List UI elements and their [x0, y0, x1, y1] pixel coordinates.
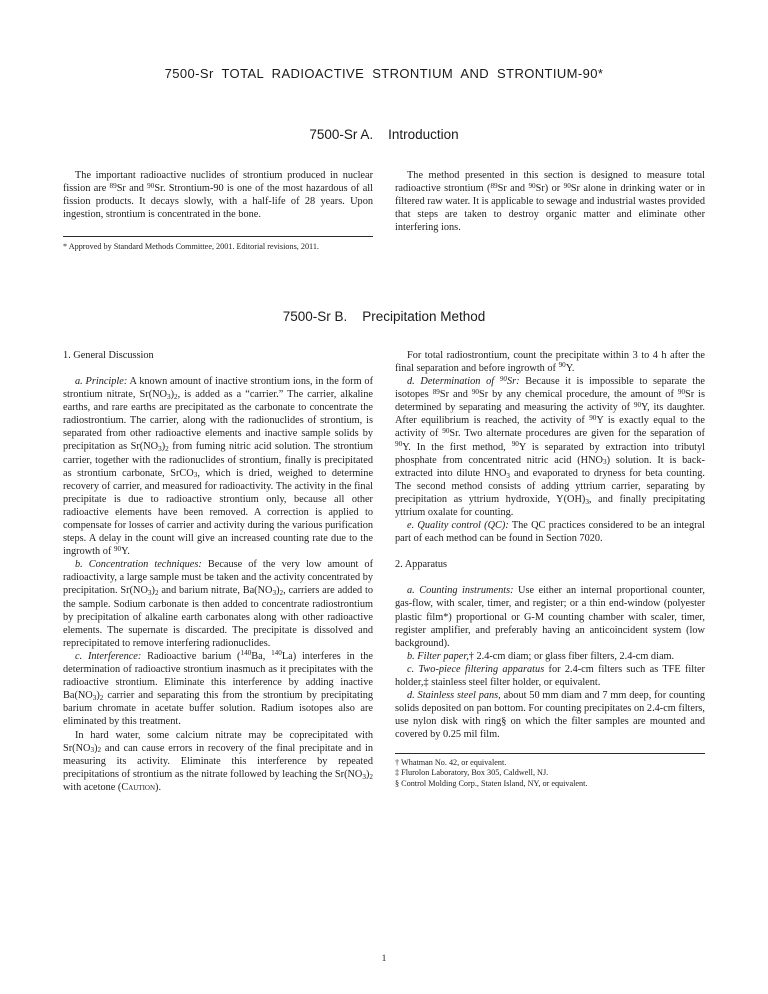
- section-a-label: 7500-Sr A.: [309, 127, 374, 142]
- section-b-heading: [0, 309, 768, 324]
- footnote-control-molding: § Control Molding Corp., Staten Island, NY, or equivalent.: [395, 778, 588, 788]
- footnote-whatman: † Whatman No. 42, or equivalent.: [395, 757, 507, 767]
- section-a-title: Introduction: [388, 127, 459, 142]
- intro-right-paragraph: The method presented in this section is designed to measure total radioactive strontium ($^{89}$Sr and $^{90}$Sr) or $^{90}$Sr alone in drinking water or in filtered raw water. It is applicable to sewage and industrial wastes provided that steps are taken to destroy organic matter and eliminate other interfering ions.: [395, 170, 705, 234]
- paragraph-concentration-techniques: b. Concentration techniques: Because of the very low amount of radioactivity, a large sample must be taken and the activity concentrated by precipitation. Sr(NO3)2 and barium nitrate, Ba(NO3)2, carriers are added to the sample. Sodium carbonate is then added to concentrate radiostrontium by precipitation of alkaline earth carbonates along with other radioactive elements. The supernate is discarded. The precipitate is dissolved and reprecipitated to remove interfering radionuclides.: [63, 559, 374, 649]
- approval-footnote: * Approved by Standard Methods Committee, 2001. Editorial revisions, 2011.: [63, 236, 373, 253]
- section-a-right-column: [395, 169, 705, 253]
- section-a-left-column: [63, 169, 373, 253]
- paragraph-filtering-apparatus: c. Two-piece filtering apparatus for 2.4-cm filters such as TFE filter holder,‡ stainless steel filter holder, or equivalent.: [395, 663, 705, 689]
- general-discussion-heading: 1. General Discussion: [63, 349, 154, 361]
- paragraph-interference: c. Interference: Radioactive barium ($^{140}$Ba, $^{140}$La) interferes in the determination of radioactive strontium inasmuch as it precipitates with the radioactive strontium. Eliminate this interference by adding inactive Ba(NO3)2 carrier and separating this from the strontium by precipitating barium chromate in acetate buffer solution. Radium isotopes also are eliminated by this treatment.: [63, 649, 373, 728]
- section-a-heading: [0, 127, 768, 142]
- section-b-left-column: [63, 349, 373, 794]
- section-b-right-column: [395, 349, 705, 794]
- footnote-flurolon: ‡ Flurolon Laboratory, Box 305, Caldwell, NJ.: [395, 768, 549, 777]
- paragraph-filter-paper: b. Filter paper,† 2.4-cm diam; or glass fiber filters, 2.4-cm diam.: [407, 650, 675, 662]
- intro-left-paragraph: The important radioactive nuclides of strontium produced in nuclear fission are $^{89}$Sr and $^{90}$Sr. Strontium-90 is one of the most hazardous of all fission products. It decays slowly, with a half-life of 28 years. Upon ingestion, strontium is concentrated in the bone.: [63, 170, 374, 221]
- paragraph-total-radiostrontium: For total radiostrontium, count the precipitate within 3 to 4 h after the final separation and before ingrowth of $^{90}$Y.: [395, 349, 705, 374]
- paragraph-determination-sr90: d. Determination of $^{90}$Sr: Because it is impossible to separate the isotopes $^{89}$Sr and $^{90}$Sr by any chemical procedure, the amount of $^{90}$Sr is determined by separating and measuring the activity of $^{90}$Y, its daughter. After equilibrium is reached, the activity of $^{90}$Y is exactly equal to the activity of $^{90}$Sr. Two alternate procedures are given for the separation of $^{90}$Y. In the first method, $^{90}$Y is separated by extraction into tributyl phosphate from concentrated nitric acid (HNO3) solution. It is back-extracted into dilute HNO3 and evaporated to dryness for beta counting. The second method consists of adding yttrium carrier, separating by precipitation as yttrium hydroxide, Y(OH)3, and finally precipitating yttrium oxalate for counting.: [395, 374, 706, 518]
- section-b-columns: [63, 349, 705, 794]
- section-b-title: Precipitation Method: [362, 308, 486, 324]
- paragraph-principle: a. Principle: A known amount of inactive strontium ions, in the form of strontium nitrate, Sr(NO3)2, is added as a “carrier.” The carrier, alkaline earths, and rare earths are precipitated as the carbonate to concentrate the radiostrontium. The carrier, along with the radionuclides of strontium, is separated from other radioactive elements and inactive sample solids by precipitation as Sr(NO3)2 from fuming nitric acid solution. The strontium carrier, together with the radionuclides of strontium, finally is precipitated as strontium carbonate, SrCO3, which is dried, weighed to determine recovery of carrier, and measured for radioactivity. The activity in the final precipitate is due to radioactive strontium only, because all other radioactive elements have been removed. A correction is applied to compensate for losses of carrier and activity during the various purification steps. A delay in the count will give an increased counting rate due to the ingrowth of $^{90}$Y.: [63, 375, 374, 558]
- paragraph-counting-instruments: a. Counting instruments: Use either an internal proportional counter, gas-flow, with scaler, timer, and register; or a thin end-window (polyester plastic film*) proportional or G-M counting chamber with scaler, timer, register amplifier, and preferably having an anticoincident system (low background).: [395, 585, 705, 649]
- reference-footnotes: [395, 753, 705, 790]
- section-a-columns: [63, 169, 705, 253]
- paragraph-quality-control: e. Quality control (QC): The QC practices considered to be an integral part of each method can be found in Section 7020.: [395, 520, 705, 545]
- paragraph-stainless-steel-pans: d. Stainless steel pans, about 50 mm diam and 7 mm deep, for counting solids deposited on pan bottom. For counting precipitates on 2.4-cm filters, use nylon disk with ring§ on which the filter samples are mounted and covered by 0.25 mil film.: [395, 690, 705, 741]
- document-title: 7500-Sr TOTAL RADIOACTIVE STRONTIUM AND STRONTIUM-90*: [164, 66, 604, 81]
- apparatus-heading: 2. Apparatus: [395, 559, 448, 571]
- paragraph-hard-water: In hard water, some calcium nitrate may be coprecipitated with Sr(NO3)2 and can cause errors in recovery of the final precipitate and in measuring its activity. Eliminate this interference by repeated precipitations of strontium as the nitrate followed by leaching the Sr(NO3)2 with acetone (Caution).: [63, 729, 373, 793]
- section-b-label: 7500-Sr B.: [282, 308, 348, 324]
- page-number: 1: [381, 954, 387, 964]
